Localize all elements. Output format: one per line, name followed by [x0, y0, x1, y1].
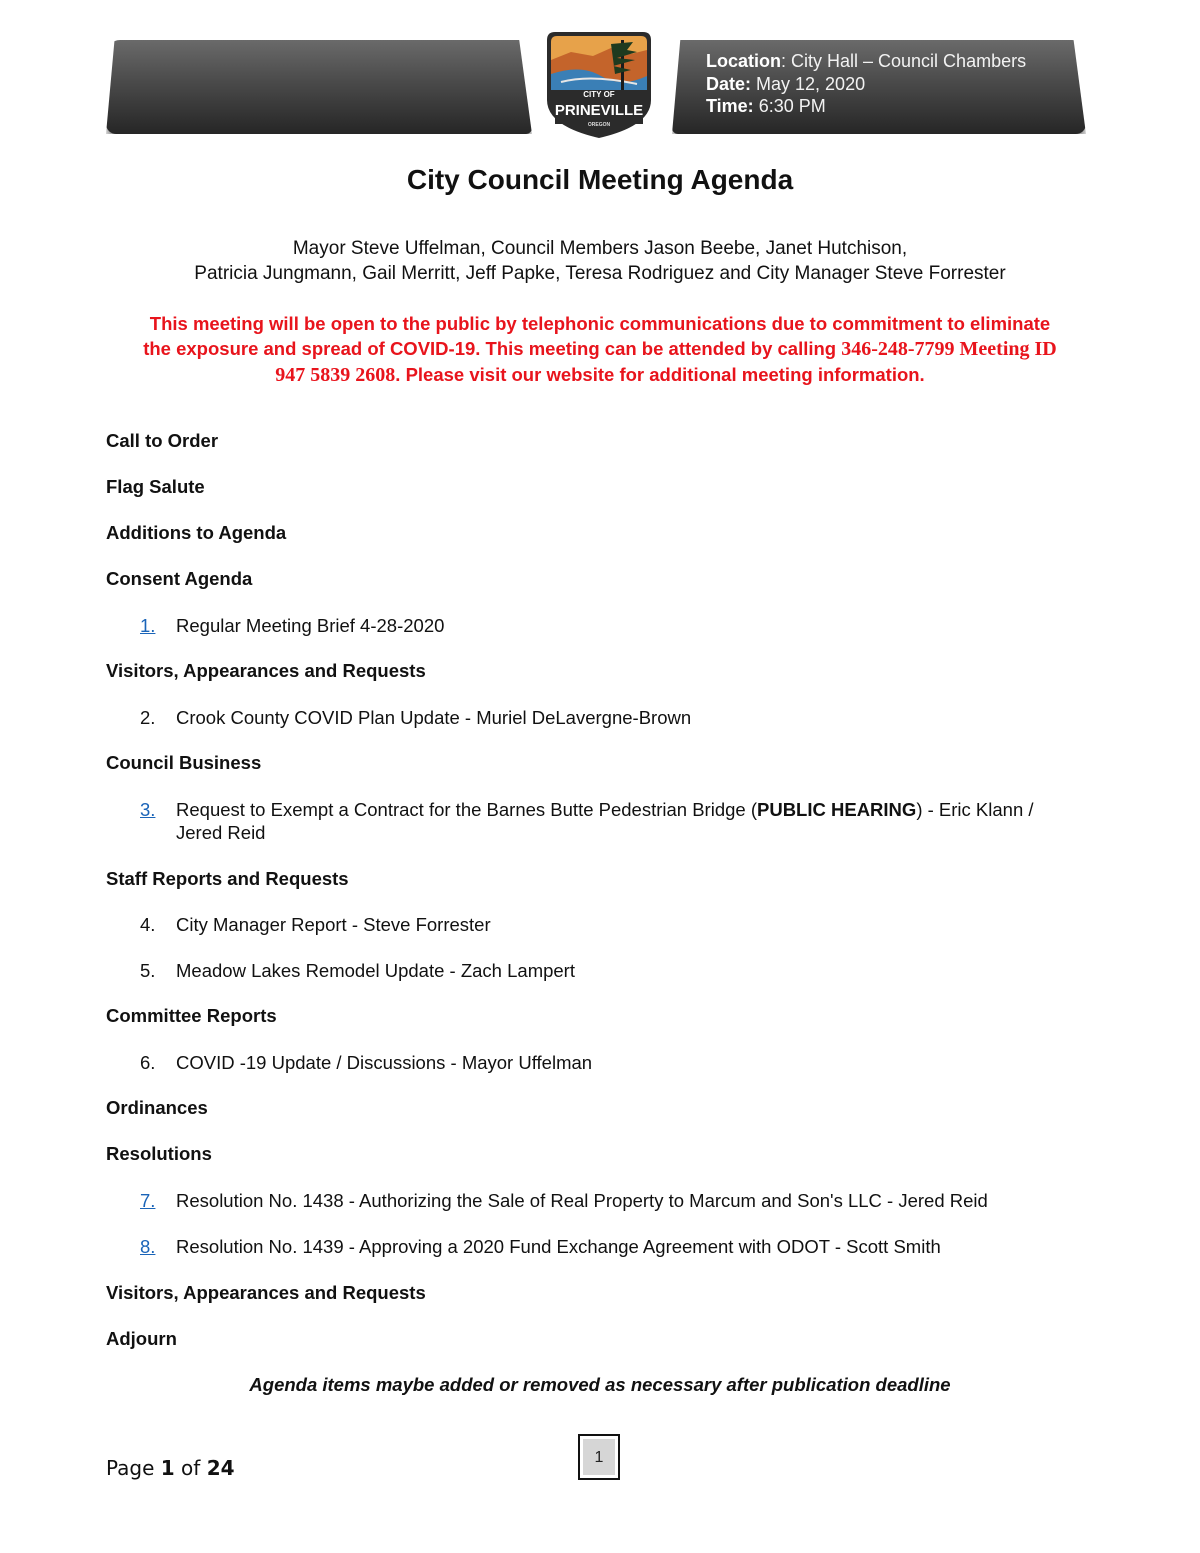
page-number-box: 1	[578, 1434, 620, 1480]
public-hearing-label: PUBLIC HEARING	[757, 799, 917, 820]
time-line: Time: 6:30 PM	[706, 96, 826, 116]
logo-text-main: PRINEVILLE	[554, 102, 644, 119]
meeting-id: 947 5839 2608	[275, 364, 396, 386]
logo-text-top: CITY OF	[583, 90, 615, 99]
section-visitors-2: Visitors, Appearances and Requests	[106, 1282, 426, 1303]
section-flag-salute: Flag Salute	[106, 476, 205, 497]
agenda-item-7-link[interactable]: 7.	[140, 1190, 156, 1211]
section-adjourn: Adjourn	[106, 1328, 177, 1349]
notice-line-2: the exposure and spread of COVID-19. This meeting can be attended by calling 346-248-7799 Meeting ID	[143, 338, 1057, 360]
agenda-item-3-link[interactable]: 3.	[140, 799, 156, 820]
page-title: City Council Meeting Agenda	[406, 164, 794, 195]
council-members	[100, 236, 1100, 286]
location-line: Location: City Hall – Council Chambers	[706, 51, 1027, 71]
header-banner-left	[106, 40, 532, 134]
agenda-item-1-link[interactable]: 1.	[140, 615, 156, 636]
meeting-info	[706, 50, 1026, 118]
phone-number: 346-248-7799 Meeting ID	[841, 338, 1057, 360]
date-line: Date: May 12, 2020	[706, 73, 866, 94]
logo-text-bottom: OREGON	[587, 122, 611, 128]
section-call-to-order: Call to Order	[106, 430, 219, 451]
section-ordinances: Ordinances	[106, 1097, 208, 1118]
section-resolutions: Resolutions	[106, 1143, 212, 1164]
section-council-business: Council Business	[106, 752, 262, 773]
footer-note: Agenda items maybe added or removed as necessary after publication deadline	[249, 1374, 951, 1395]
covid-notice	[100, 311, 1100, 388]
section-committee-reports: Committee Reports	[106, 1005, 277, 1026]
page-counter: Page 1 of 24	[106, 1456, 235, 1480]
members-line-1: Mayor Steve Uffelman, Council Members Jason Beebe, Janet Hutchison,	[292, 238, 908, 259]
section-additions: Additions to Agenda	[106, 522, 287, 543]
agenda-item-8-link[interactable]: 8.	[140, 1236, 156, 1257]
members-line-2: Patricia Jungmann, Gail Merritt, Jeff Papke, Teresa Rodriguez and City Manager Steve Forrester	[194, 263, 1006, 284]
section-visitors-1: Visitors, Appearances and Requests	[106, 660, 426, 681]
notice-line-3: 947 5839 2608. Please visit our website for additional meeting information.	[275, 364, 925, 386]
city-logo	[541, 30, 657, 140]
section-consent-agenda: Consent Agenda	[106, 568, 253, 589]
notice-line-1: This meeting will be open to the public by telephonic communications due to commitment to eliminate	[149, 313, 1051, 334]
section-staff-reports: Staff Reports and Requests	[106, 868, 349, 889]
